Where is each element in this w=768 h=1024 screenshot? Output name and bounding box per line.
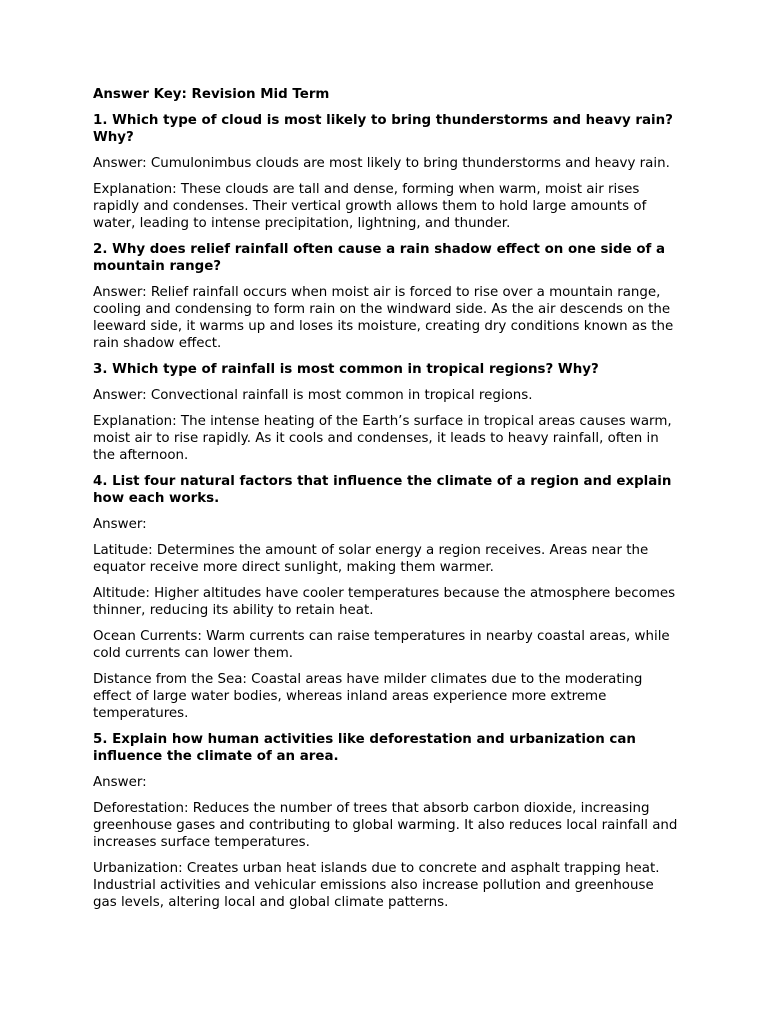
activity-urbanization: Urbanization: Creates urban heat islands due to concrete and asphalt trapping heat. Industrial activities and vehicular emissions also increase pollution and greenhouse gas levels, altering local and global climate patterns. bbox=[93, 861, 660, 910]
answer-label: Answer: bbox=[93, 517, 147, 532]
factor-altitude: Altitude: Higher altitudes have cooler temperatures because the atmosphere becomes thinner, reducing its ability to retain heat. bbox=[93, 586, 676, 618]
question-4: 4. List four natural factors that influence the climate of a region and explain how each works. bbox=[93, 474, 672, 506]
explanation-paragraph: Explanation: These clouds are tall and dense, forming when warm, moist air rises rapidly and condenses. Their vertical growth allows them to hold large amounts of water, leading to intense precipitation, lightning, and thunder. bbox=[93, 182, 647, 231]
section-3 bbox=[93, 361, 678, 464]
factor-distance-from-sea: Distance from the Sea: Coastal areas have milder climates due to the moderating effect of large water bodies, whereas inland areas experience more extreme temperatures. bbox=[93, 672, 643, 721]
question-2: 2. Why does relief rainfall often cause a rain shadow effect on one side of a mountain range? bbox=[93, 242, 666, 274]
answer-label: Answer: bbox=[93, 775, 147, 790]
answer-paragraph: Answer: Relief rainfall occurs when moist air is forced to rise over a mountain range, cooling and condensing to form rain on the windward side. As the air descends on the leeward side, it warms up and loses its moisture, creating dry conditions known as the rain shadow effect. bbox=[93, 285, 674, 351]
factor-latitude: Latitude: Determines the amount of solar energy a region receives. Areas near the equator receive more direct sunlight, making them warmer. bbox=[93, 543, 649, 575]
answer-paragraph: Answer: Cumulonimbus clouds are most likely to bring thunderstorms and heavy rain. bbox=[93, 156, 670, 171]
activity-deforestation: Deforestation: Reduces the number of trees that absorb carbon dioxide, increasing greenhouse gases and contributing to global warming. It also reduces local rainfall and increases surface temperatures. bbox=[93, 801, 678, 850]
section-5 bbox=[93, 731, 678, 911]
explanation-paragraph: Explanation: The intense heating of the Earth’s surface in tropical areas causes warm, moist air to rise rapidly. As it cools and condenses, it leads to heavy rainfall, often in the afternoon. bbox=[93, 414, 672, 463]
document-page bbox=[93, 86, 678, 920]
section-1 bbox=[93, 112, 678, 232]
section-2 bbox=[93, 241, 678, 352]
answer-paragraph: Answer: Convectional rainfall is most common in tropical regions. bbox=[93, 388, 533, 403]
factor-ocean-currents: Ocean Currents: Warm currents can raise temperatures in nearby coastal areas, while cold currents can lower them. bbox=[93, 629, 670, 661]
section-4 bbox=[93, 473, 678, 722]
question-5: 5. Explain how human activities like deforestation and urbanization can influence the climate of an area. bbox=[93, 732, 636, 764]
question-1: 1. Which type of cloud is most likely to bring thunderstorms and heavy rain? Why? bbox=[93, 113, 673, 145]
question-3: 3. Which type of rainfall is most common in tropical regions? Why? bbox=[93, 362, 599, 377]
document-title: Answer Key: Revision Mid Term bbox=[93, 87, 330, 102]
